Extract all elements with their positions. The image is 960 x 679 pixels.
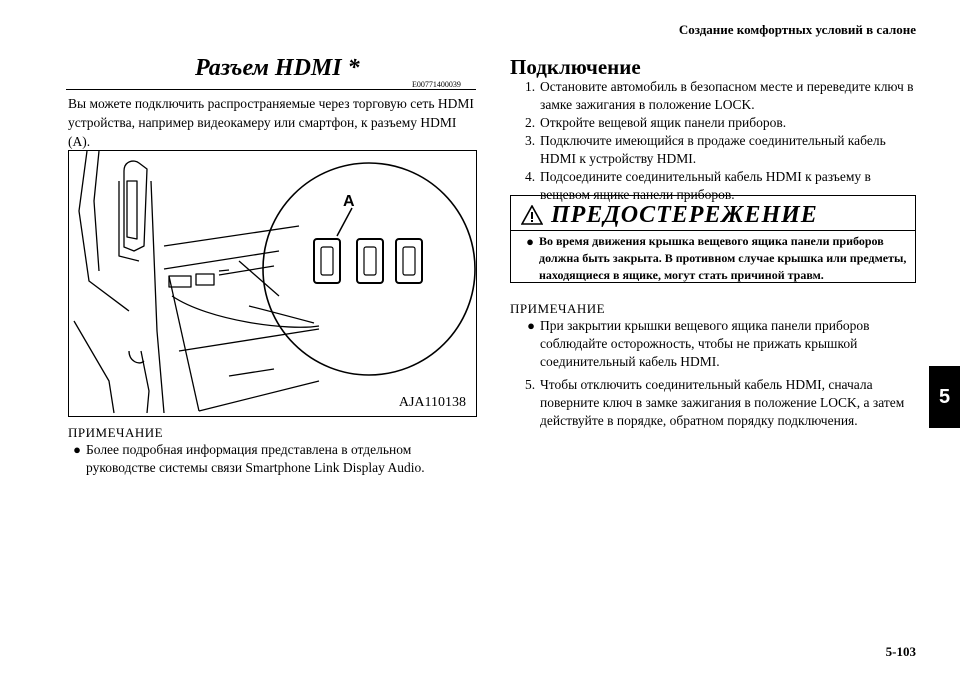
note-text: Более подробная информация представлена в отдельном руководстве системы связи Smartphone Link Display Audio.	[86, 442, 425, 475]
bullet-icon: ●	[73, 442, 81, 457]
step-item	[525, 376, 915, 430]
running-header: Создание комфортных условий в салоне	[678, 22, 916, 37]
step-item	[525, 114, 915, 132]
warning-text: Во время движения крышка вещевого ящика панели приборов должна быть закрыта. В противном случае крышка или предметы, находящиеся в ящике, могут стать причиной травм.	[539, 234, 907, 282]
warning-title: ПРЕДОСТЕРЕЖЕНИЕ	[551, 201, 818, 228]
step-number: 2.	[525, 115, 536, 130]
callout-a-label: A	[343, 193, 355, 210]
warning-triangle-icon	[521, 205, 543, 225]
step-number: 3.	[525, 133, 536, 148]
steps-list	[525, 78, 915, 204]
note-text: При закрытии крышки вещевого ящика панели приборов соблюдайте осторожность, чтобы не прижать крышкой соединительный кабель HDMI.	[540, 318, 870, 369]
title-rule	[66, 89, 476, 90]
warning-box	[510, 195, 916, 283]
step-text: Подсоедините соединительный кабель HDMI к разъему в вещевом ящике панели приборов.	[540, 169, 871, 202]
step-number: 4.	[525, 169, 536, 184]
figure-caption: AJA110138	[398, 395, 466, 410]
step-text: Откройте вещевой ящик панели приборов.	[540, 115, 787, 130]
section-code: E00771400039	[412, 80, 461, 89]
step-number: 1.	[525, 79, 536, 94]
step-text: Остановите автомобиль в безопасном месте и переведите ключ в замке зажигания в положение LOCK.	[540, 79, 914, 112]
note-title: ПРИМЕЧАНИЕ	[510, 301, 606, 316]
step-number: 5.	[525, 377, 536, 392]
step-text: Чтобы отключить соединительный кабель HDMI, сначала поверните ключ в замке зажигания в положение LOCK, а затем действуйте в порядке, обратном порядку подключения.	[540, 377, 905, 428]
step-text: Подключите имеющийся в продаже соединительный кабель HDMI к устройству HDMI.	[540, 133, 886, 166]
hdmi-figure	[68, 150, 477, 417]
note-block	[68, 425, 478, 477]
step-item	[525, 78, 915, 114]
note-title: ПРИМЕЧАНИЕ	[68, 425, 164, 440]
glovebox-illustration	[69, 151, 476, 416]
bullet-icon: ●	[527, 318, 535, 333]
section-title: Разъем HDMI *	[195, 55, 360, 81]
page-number: 5-103	[885, 644, 916, 659]
note-block	[510, 301, 914, 371]
connection-heading: Подключение	[510, 55, 641, 79]
chapter-tab: 5	[929, 366, 960, 428]
bullet-icon: ●	[526, 234, 534, 249]
intro-paragraph: Вы можете подключить распространяемые через торговую сеть HDMI устройства, например видеокамеру или смартфон, к разъему HDMI (A).	[68, 96, 474, 149]
step-item	[525, 132, 915, 168]
